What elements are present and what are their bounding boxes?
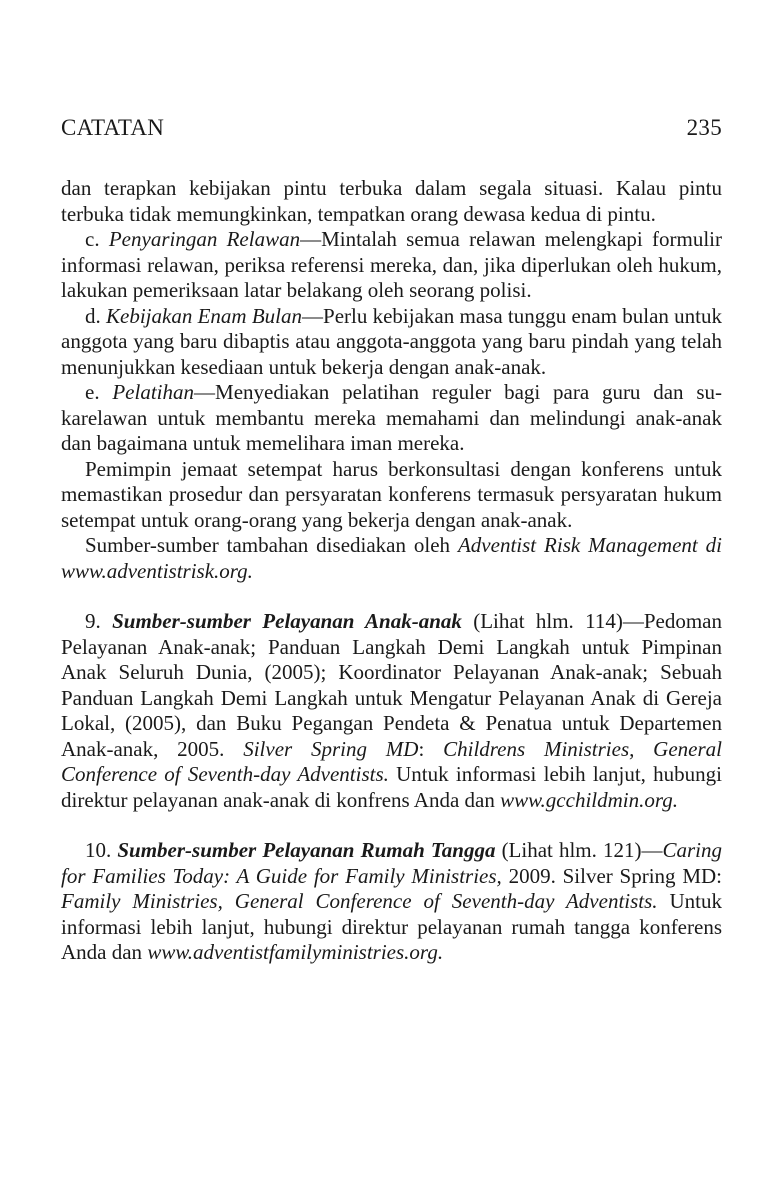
note-italic: Silver Spring MD <box>243 736 419 761</box>
note-number: 10. <box>85 838 118 862</box>
body-text <box>61 176 722 966</box>
note-italic: Childrens Ministries, General Conference of Seventh-day Adventists. <box>61 736 722 786</box>
page-number: 235 <box>686 115 722 140</box>
section-title: CATATAN <box>61 115 165 140</box>
item-letter: c. <box>85 227 109 251</box>
paragraph-leaders <box>61 457 722 534</box>
note-text: (Lihat hlm. 114)—Pedoman Pelayanan Anak-anak; Panduan Langkah Demi Langkah untuk Pimpinan Anak Seluruh Dunia, (2005); Koordinator Pelayanan Anak-anak; Sebuah Panduan Langkah Demi Langkah untuk Mengatur Pelayanan Anak di Gereja Lokal, (2005), dan Buku Pegangan Pendeta & Penatua untuk Departemen Anak-anak, 2005. <box>61 609 722 761</box>
paragraph-training <box>61 380 722 457</box>
item-text: —Menyediakan pelatihan reguler bagi para guru dan sukarelawan untuk membantu mereka memahami dan melindungi anak-anak dan bagaimana untuk memelihara iman mereka. <box>61 380 722 455</box>
paragraph-volunteer-screening <box>61 227 722 304</box>
item-term: Penyaringan Relawan <box>108 227 301 251</box>
item-text: —Mintalah semua relawan melengkapi formulir informasi relawan, periksa referensi mereka, dan, jika diperlukan oleh hukum, lakukan pemeriksaan latar belakang oleh seorang polisi. <box>61 227 723 302</box>
item-letter: e. <box>85 380 113 404</box>
note-italic: Caring for Families Today: A Guide for Family Ministries, <box>61 838 723 888</box>
paragraph-text: Sumber-sumber tambahan disediakan oleh <box>85 533 458 557</box>
note-title: Sumber-sumber Pelayanan Rumah Tangga <box>117 838 496 862</box>
note-italic: Family Ministries, General Conference of Seventh-day Adventists. <box>61 889 658 913</box>
item-text: —Perlu kebijakan masa tunggu enam bulan untuk anggota yang baru dibaptis atau anggota-anggota yang baru pindah yang telah menunjukkan kesediaan untuk bekerja dengan anak-anak. <box>61 303 722 379</box>
note-link: www.adventistfamilyministries.org. <box>147 940 444 964</box>
paragraph-text: dan terapkan kebijakan pintu terbuka dalam segala situasi. Kalau pintu terbuka tidak memungkinkan, tempatkan orang dewasa kedua di pintu. <box>61 176 722 226</box>
page-header <box>61 113 722 143</box>
paragraph-text: Pemimpin jemaat setempat harus berkonsultasi dengan konferens untuk memastikan prosedur dan persyaratan konferens termasuk persyaratan hukum setempat untuk orang-orang yang bekerja dengan anak-anak. <box>61 456 722 532</box>
paragraph-italic: Adventist Risk Management di www.adventistrisk.org. <box>61 533 722 583</box>
note-link: www.gcchildmin.org. <box>500 787 679 812</box>
paragraph-resources <box>61 533 722 584</box>
paragraph-six-month-policy <box>61 304 722 381</box>
note-title: Sumber-sumber Pelayanan Anak-anak <box>112 609 462 633</box>
note-10 <box>61 838 722 966</box>
note-text: 2009. Silver Spring MD: <box>501 863 722 888</box>
note-number: 9. <box>85 609 113 633</box>
note-text: Untuk informasi lebih lanjut, hubungi direktur pelayanan anak-anak di konfrens Anda dan <box>61 762 722 812</box>
paragraph-1 <box>61 176 722 227</box>
note-text: Untuk informasi lebih lanjut, hubungi direktur pelayanan rumah tangga konferens Anda dan <box>61 889 722 964</box>
item-term: Kebijakan Enam Bulan <box>106 303 303 328</box>
item-term: Pelatihan <box>112 380 195 404</box>
note-text: : <box>418 736 444 761</box>
note-text: (Lihat hlm. 121)— <box>495 838 663 862</box>
note-9 <box>61 609 722 813</box>
item-letter: d. <box>85 303 107 328</box>
